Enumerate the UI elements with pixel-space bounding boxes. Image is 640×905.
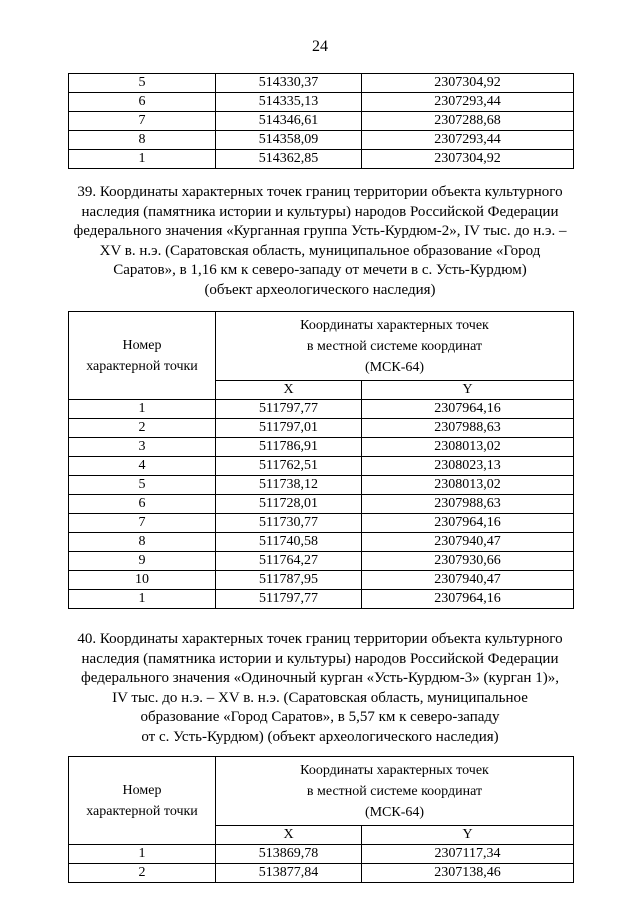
- point-number-cell: 10: [69, 571, 216, 590]
- coordinates-header: [216, 757, 574, 826]
- heading-line: XV в. н.э. (Саратовская область, муниципальное образование «Город: [99, 242, 541, 259]
- y-coordinate-cell: 2307304,92: [362, 74, 574, 93]
- x-coordinate-cell: 514362,85: [216, 150, 362, 169]
- header-line: Номер: [122, 782, 162, 798]
- heading-line: образование «Город Саратов», в 5,57 км к северо-западу: [140, 709, 500, 725]
- y-coordinate-cell: 2307964,16: [362, 400, 574, 419]
- y-coordinate-cell: 2307940,47: [362, 533, 574, 552]
- y-coordinate-cell: 2308013,02: [362, 438, 574, 457]
- point-number-cell: 6: [69, 93, 216, 112]
- y-coordinate-cell: 2308023,13: [362, 457, 574, 476]
- table-row: [69, 864, 574, 883]
- coordinates-table-40: [68, 756, 574, 883]
- header-line: (МСК-64): [364, 804, 425, 820]
- table-row: [69, 590, 574, 609]
- x-coordinate-cell: 511740,58: [216, 533, 362, 552]
- point-number-cell: 3: [69, 438, 216, 457]
- x-coordinate-cell: 511797,77: [216, 400, 362, 419]
- point-number-cell: 6: [69, 495, 216, 514]
- heading-line: наследия (памятника истории и культуры) народов Российской Федерации: [81, 203, 559, 220]
- y-coordinate-cell: 2307293,44: [362, 93, 574, 112]
- table-row: [69, 131, 574, 150]
- table-row: [69, 552, 574, 571]
- table-header: [69, 312, 574, 400]
- header-line: Номер: [122, 337, 162, 353]
- table-body: [69, 400, 574, 609]
- point-number-header: [69, 312, 216, 400]
- heading-line: (объект археологического наследия): [204, 281, 436, 298]
- point-number-cell: 9: [69, 552, 216, 571]
- coordinates-table-39: [68, 311, 574, 609]
- page-number: 24: [312, 38, 328, 55]
- table-row: [69, 93, 574, 112]
- x-coordinate-cell: 513877,84: [216, 864, 362, 883]
- header-line: (МСК-64): [364, 359, 425, 375]
- point-number-cell: 4: [69, 457, 216, 476]
- table-row: [69, 514, 574, 533]
- x-header: X: [216, 826, 362, 845]
- heading-line: IV тыс. до н.э. – XV в. н.э. (Саратовская область, муниципальное: [112, 689, 528, 706]
- table-row: [69, 438, 574, 457]
- section-40-heading: [60, 630, 580, 747]
- x-coordinate-cell: 511738,12: [216, 476, 362, 495]
- x-coordinate-cell: 511787,95: [216, 571, 362, 590]
- heading-line: Саратов», в 1,16 км к северо-западу от мечети в с. Усть-Курдюм): [113, 262, 527, 278]
- coordinates-header: [216, 312, 574, 381]
- header-line: Координаты характерных точек: [300, 317, 489, 333]
- coordinates-table-continued: [68, 73, 574, 169]
- x-coordinate-cell: 511728,01: [216, 495, 362, 514]
- x-coordinate-cell: 514346,61: [216, 112, 362, 131]
- table-row: [69, 74, 574, 93]
- y-coordinate-cell: 2307988,63: [362, 419, 574, 438]
- point-number-cell: 1: [69, 590, 216, 609]
- y-coordinate-cell: 2307964,16: [362, 514, 574, 533]
- table-row: [69, 419, 574, 438]
- point-number-cell: 1: [69, 150, 216, 169]
- y-coordinate-cell: 2307293,44: [362, 131, 574, 150]
- table-row: [69, 533, 574, 552]
- table-row: [69, 457, 574, 476]
- x-coordinate-cell: 514358,09: [216, 131, 362, 150]
- x-coordinate-cell: 511730,77: [216, 514, 362, 533]
- point-number-header: [69, 757, 216, 845]
- point-number-cell: 7: [69, 514, 216, 533]
- heading-line: федерального значения «Курганная группа Усть-Курдюм-2», IV тыс. до н.э. –: [73, 223, 567, 239]
- heading-line: федерального значения «Одиночный курган «Усть-Курдюм-3» (курган 1)»,: [81, 670, 559, 686]
- header-line: в местной системе координат: [306, 338, 483, 354]
- y-coordinate-cell: 2307930,66: [362, 552, 574, 571]
- table-header: [69, 757, 574, 845]
- point-number-cell: 1: [69, 400, 216, 419]
- heading-line: наследия (памятника истории и культуры) народов Российской Федерации: [81, 650, 559, 667]
- table-row: [69, 150, 574, 169]
- x-coordinate-cell: 511797,01: [216, 419, 362, 438]
- y-coordinate-cell: 2307304,92: [362, 150, 574, 169]
- heading-line: 39. Координаты характерных точек границ территории объекта культурного: [77, 184, 563, 200]
- x-coordinate-cell: 511786,91: [216, 438, 362, 457]
- point-number-cell: 2: [69, 864, 216, 883]
- y-coordinate-cell: 2308013,02: [362, 476, 574, 495]
- y-coordinate-cell: 2307988,63: [362, 495, 574, 514]
- y-header: Y: [362, 826, 574, 845]
- x-coordinate-cell: 511764,27: [216, 552, 362, 571]
- table-body: [69, 845, 574, 883]
- x-header: X: [216, 381, 362, 400]
- header-line: характерной точки: [86, 358, 198, 374]
- table-row: [69, 112, 574, 131]
- heading-line: от с. Усть-Курдюм) (объект археологического наследия): [141, 728, 499, 745]
- y-header: Y: [362, 381, 574, 400]
- point-number-cell: 8: [69, 131, 216, 150]
- table-row: [69, 845, 574, 864]
- point-number-cell: 7: [69, 112, 216, 131]
- y-coordinate-cell: 2307117,34: [362, 845, 574, 864]
- point-number-cell: 1: [69, 845, 216, 864]
- header-line: Координаты характерных точек: [300, 762, 489, 778]
- x-coordinate-cell: 511762,51: [216, 457, 362, 476]
- header-line: в местной системе координат: [306, 783, 483, 799]
- section-39-heading: [60, 183, 580, 300]
- y-coordinate-cell: 2307138,46: [362, 864, 574, 883]
- point-number-cell: 2: [69, 419, 216, 438]
- table-row: [69, 495, 574, 514]
- table-body: [69, 74, 574, 169]
- point-number-cell: 5: [69, 74, 216, 93]
- heading-line: 40. Координаты характерных точек границ территории объекта культурного: [77, 631, 563, 647]
- y-coordinate-cell: 2307940,47: [362, 571, 574, 590]
- point-number-cell: 5: [69, 476, 216, 495]
- y-coordinate-cell: 2307964,16: [362, 590, 574, 609]
- y-coordinate-cell: 2307288,68: [362, 112, 574, 131]
- table-row: [69, 571, 574, 590]
- x-coordinate-cell: 514335,13: [216, 93, 362, 112]
- header-line: характерной точки: [86, 803, 198, 819]
- table-row: [69, 476, 574, 495]
- table-row: [69, 400, 574, 419]
- point-number-cell: 8: [69, 533, 216, 552]
- x-coordinate-cell: 514330,37: [216, 74, 362, 93]
- x-coordinate-cell: 513869,78: [216, 845, 362, 864]
- x-coordinate-cell: 511797,77: [216, 590, 362, 609]
